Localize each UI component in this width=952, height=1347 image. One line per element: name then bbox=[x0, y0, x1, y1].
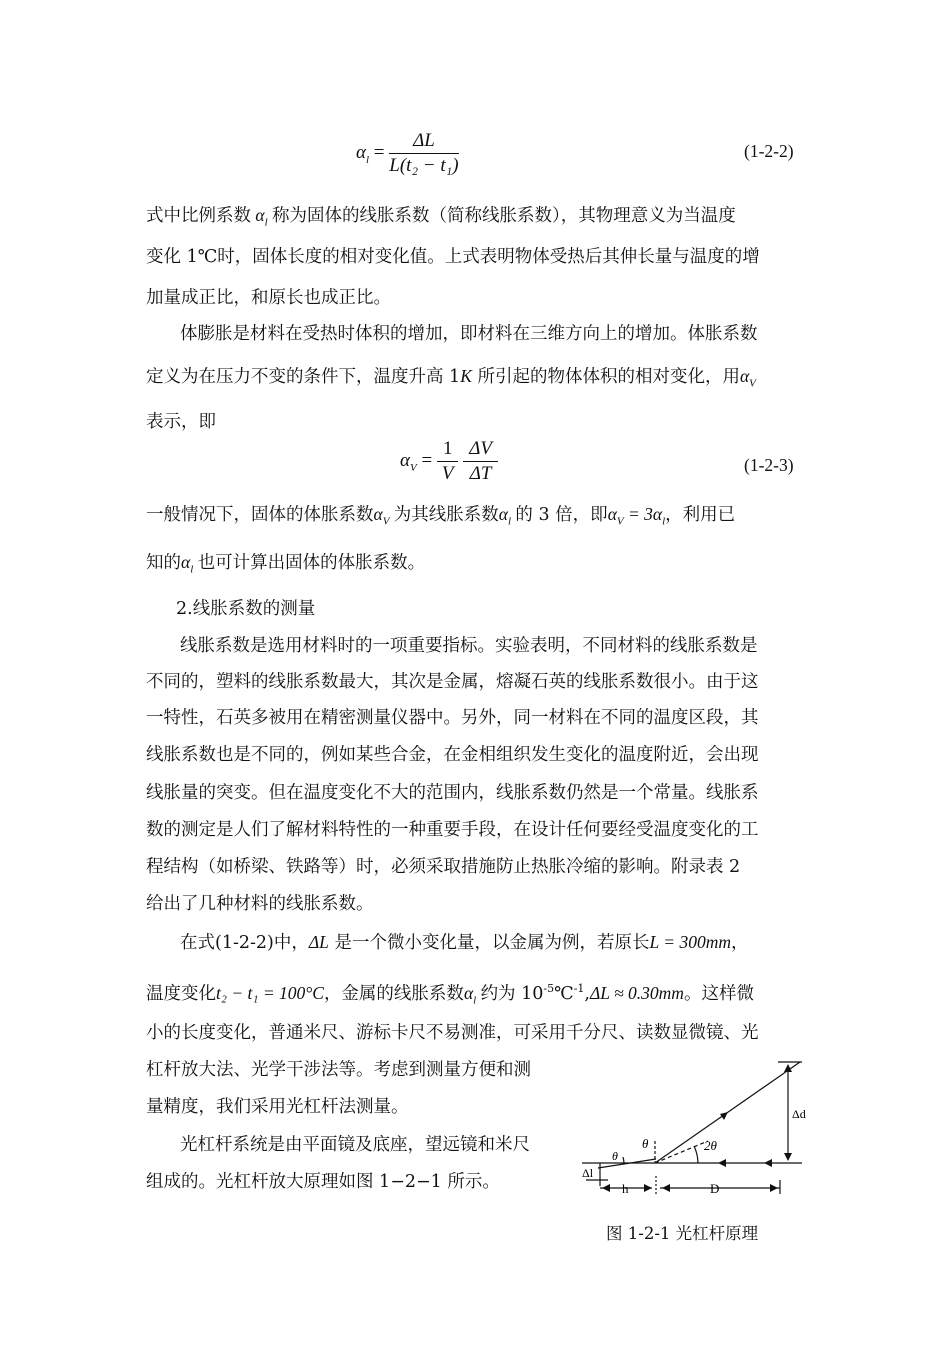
label-theta: θ bbox=[612, 1149, 618, 1163]
label-2theta: 2θ bbox=[704, 1138, 717, 1153]
para5-line5: 量精度，我们采用光杠杆法测量。 bbox=[146, 1097, 409, 1117]
eq-num-2: ΔV bbox=[463, 438, 498, 462]
optical-lever-diagram bbox=[578, 1056, 808, 1196]
equation-number-1-2-2: (1-2-2) bbox=[744, 141, 794, 161]
eq-den-2: ΔT bbox=[469, 463, 492, 484]
para1-line1: 式中比例系数 $\alpha_l$ 称为固体的线胀系数（简称线胀系数），其物理意义为当温度 bbox=[146, 205, 736, 229]
para4-line: 线胀量的突变。但在温度变化不大的范围内，线胀系数仍然是一个常量。线胀系 bbox=[146, 783, 759, 803]
arrowhead bbox=[784, 1153, 792, 1161]
para4-line: 不同的，塑料的线胀系数最大，其次是金属，熔凝石英的线胀系数很小。由于这 bbox=[146, 672, 759, 692]
para3-line1: 一般情况下，固体的体胀系数$\alpha_V$ 为其线胀系数$\alpha_l$ 的 3 倍，即$\alpha_V = 3\alpha_l$，利用已 bbox=[146, 504, 736, 528]
para5-line1: 在式(1-2-2)中，ΔL 是一个微小变化量，以金属为例，若原长L = 300mm， bbox=[180, 932, 749, 953]
eq-numerator: ΔL bbox=[389, 130, 458, 154]
para4-line: 线胀系数是选用材料时的一项重要指标。实验表明，不同材料的线胀系数是 bbox=[180, 636, 758, 656]
para5-line4: 杠杆放大法、光学干涉法等。考虑到测量方便和测 bbox=[146, 1060, 531, 1080]
label-delta-l: Δl bbox=[582, 1166, 594, 1180]
para2-line3: 表示，即 bbox=[146, 412, 216, 432]
angle-arc-2theta bbox=[694, 1146, 698, 1163]
para6-line1: 光杠杆系统是由平面镜及底座，望远镜和米尺 bbox=[180, 1135, 530, 1155]
angle-arc-theta bbox=[623, 1157, 624, 1163]
eq-lhs: $\alpha_V$ bbox=[400, 449, 417, 474]
section-heading: 2.线胀系数的测量 bbox=[176, 599, 316, 619]
para4-line: 一特性，石英多被用在精密测量仪器中。另外，同一材料在不同的温度区段，其 bbox=[146, 708, 759, 728]
para5-line3: 小的长度变化，普通米尺、游标卡尺不易测准，可采用千分尺、读数显微镜、光 bbox=[146, 1023, 759, 1043]
para5-line2: 温度变化t₂ − t₁ = 100°C，金属的线胀系数$\alpha_l$ 约为 $10^{-5}℃^{-1},\Delta L \approx 0.30mm$。这样微 bbox=[146, 982, 754, 1007]
para2-line2: 定义为在压力不变的条件下，温度升高 1K 所引起的物体体积的相对变化，用$\alpha_V$ bbox=[146, 366, 756, 390]
figure-caption: 图 1-2-1 光杠杆原理 bbox=[606, 1224, 759, 1243]
para2-line1: 体膨胀是材料在受热时体积的增加，即材料在三维方向上的增加。体胀系数 bbox=[180, 324, 758, 344]
eq-den-1: V bbox=[441, 463, 454, 484]
para4-line: 程结构（如桥梁、铁路等）时，必须采取措施防止热胀冷缩的影响。附录表 2 bbox=[146, 857, 741, 877]
label-delta-d: Δd bbox=[792, 1107, 806, 1121]
para1-line2: 变化 1℃时，固体长度的相对变化值。上式表明物体受热后其伸长量与温度的增 bbox=[146, 247, 760, 267]
eq-num-1: 1 bbox=[437, 438, 459, 462]
arrowhead bbox=[770, 1184, 778, 1192]
para1-line3: 加量成正比，和原长也成正比。 bbox=[146, 288, 391, 308]
label-theta-top: θ bbox=[642, 1136, 649, 1151]
equation-number-1-2-3: (1-2-3) bbox=[744, 455, 794, 475]
equation-1-2-3: $\alpha_V$ = $\frac{1}{V}$ $\frac{\Delta V}{\Delta T}$ bbox=[400, 438, 498, 485]
para4-line: 给出了几种材料的线胀系数。 bbox=[146, 894, 374, 914]
label-h: h bbox=[622, 1181, 629, 1196]
para4-line: 线胀系数也是不同的，例如某些合金，在金相组织发生变化的温度附近，会出现 bbox=[146, 745, 759, 765]
para6-line2: 组成的。光杠杆放大原理如图 1−2−1 所示。 bbox=[146, 1172, 500, 1192]
eq-fraction-1 bbox=[437, 438, 459, 485]
label-D: D bbox=[710, 1181, 720, 1196]
eq-fraction bbox=[389, 130, 458, 177]
eq-denominator: L(t₂ − t₁) bbox=[389, 155, 459, 176]
arrowhead bbox=[764, 1159, 772, 1167]
eq-lhs: $\alpha_l$ bbox=[356, 141, 370, 166]
arrowhead bbox=[720, 1112, 728, 1120]
arrowhead bbox=[718, 1159, 726, 1167]
equation-1-2-2: $\alpha_l$ = $\frac{\Delta L}{\text{L(t₂ − t₁)}}$ bbox=[356, 130, 459, 176]
arrowhead bbox=[662, 1184, 670, 1192]
arrowhead bbox=[644, 1184, 652, 1192]
para3-line2: 知的$\alpha_l$ 也可计算出固体的体胀系数。 bbox=[146, 552, 426, 576]
arrowhead bbox=[602, 1184, 610, 1192]
para4-line: 数的测定是人们了解材料特性的一种重要手段，在设计任何要经受温度变化的工 bbox=[146, 820, 759, 840]
eq-fraction-2 bbox=[463, 438, 498, 485]
